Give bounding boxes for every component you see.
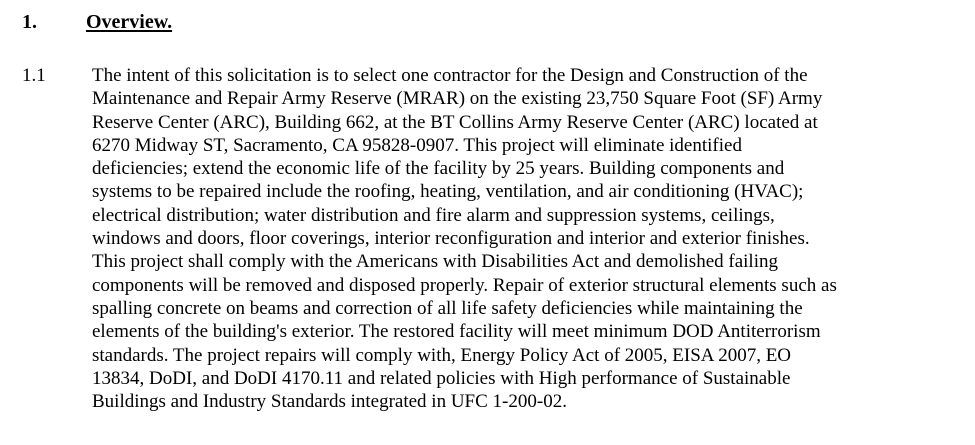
section-title: Overview. — [86, 11, 173, 33]
paragraph-line: elements of the building's exterior. The restored facility will meet minimum DOD Antiterrorism — [92, 321, 821, 343]
paragraph-line: Buildings and Industry Standards integrated in UFC 1-200-02. — [92, 391, 567, 413]
paragraph-line: deficiencies; extend the economic life of the facility by 25 years. Building components and — [92, 158, 785, 180]
paragraph-line: systems to be repaired include the roofing, heating, ventilation, and air conditioning (HVAC); — [92, 181, 804, 203]
paragraph-line: The intent of this solicitation is to select one contractor for the Design and Construction of the — [92, 65, 808, 86]
paragraph-line: windows and doors, floor coverings, interior reconfiguration and interior and exterior finishes. — [92, 228, 810, 250]
paragraph-body — [92, 64, 972, 413]
paragraph-line: standards. The project repairs will comply with, Energy Policy Act of 2005, EISA 2007, EO — [92, 344, 792, 366]
paragraph-line: spalling concrete on beams and correction of all life safety deficiencies while maintaining the — [92, 297, 803, 319]
paragraph-line: 6270 Midway ST, Sacramento, CA 95828-0907. This project will eliminate identified — [92, 134, 742, 156]
paragraph-line: components will be removed and disposed properly. Repair of exterior structural elements such as — [92, 274, 837, 296]
paragraph-number: 1.1 — [22, 65, 46, 86]
paragraph-line: Reserve Center (ARC), Building 662, at the BT Collins Army Reserve Center (ARC) located at — [92, 111, 818, 133]
paragraph-line: 13834, DoDI, and DoDI 4170.11 and related policies with High performance of Sustainable — [92, 367, 791, 389]
section-number: 1. — [22, 11, 37, 33]
paragraph-line: This project shall comply with the Americans with Disabilities Act and demolished failing — [92, 251, 778, 273]
paragraph-line: Maintenance and Repair Army Reserve (MRAR) on the existing 23,750 Square Foot (SF) Army — [92, 88, 823, 110]
paragraph-line: electrical distribution; water distribution and fire alarm and suppression systems, ceilings, — [92, 204, 775, 226]
